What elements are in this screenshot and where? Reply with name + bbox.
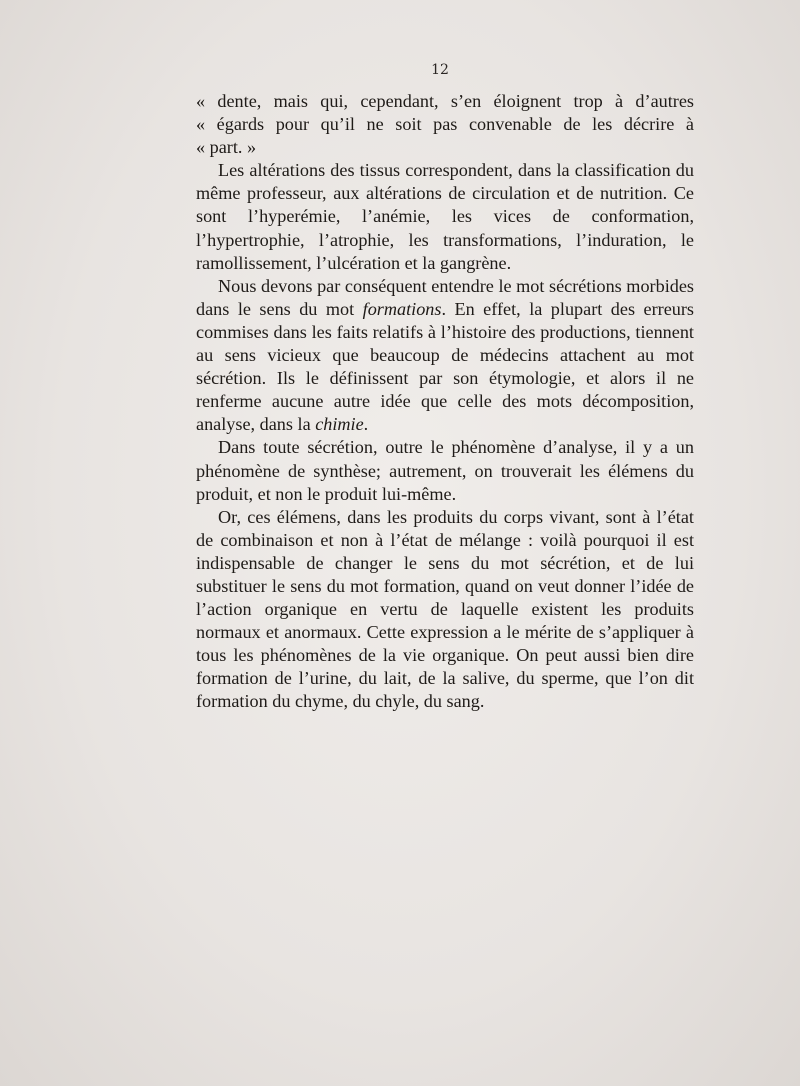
paragraph-2-part-3: . [363, 414, 369, 435]
paragraph-2-part-1: Nous devons par conséquent entendre le mot sécrétions morbides dans le sens du mot [196, 275, 694, 319]
paragraph-synthesis: Dans toute sécrétion, outre le phénomène d’analyse, il y a un phénomène de synthèse; autrement, on trouverait les élémens du produit, et non le produit lui-même. [196, 437, 694, 504]
italic-chimie: chimie [315, 414, 364, 435]
quote-line-3: « part. » [196, 137, 257, 158]
body-text [196, 90, 694, 714]
paragraph-morbid-secretions [196, 275, 694, 437]
paragraph-tissue-alterations: Les altérations des tissus correspondent, dans la classification du même professeur, aux altérations de circulation et de nutrition. Ce sont l’hyperémie, l’anémie, les vices de conformation, l’hypertrophie, l’atrophie, les transformations, l’induration, le ramollissement, l’ulcération et la gangrène. [196, 160, 694, 273]
quote-line-2: « égards pour qu’il ne soit pas convenable de les décrire à [196, 114, 694, 135]
paragraph-2-part-2: . En effet, la plupart des erreurs commises dans les faits relatifs à l’histoire des productions, tiennent au sens vicieux que beaucoup de médecins attachent au mot sécrétion. Ils le définissent par son étymologie, et alors il ne renferme aucune autre idée que celle des mots décomposition, analyse, dans la [196, 298, 694, 435]
page-number: 12 [431, 62, 449, 78]
paragraph-formation: Or, ces élémens, dans les produits du corps vivant, sont à l’état de combinaison et non à l’état de mélange : voilà pourquoi il est indispensable de changer le sens du mot sécrétion, et de lui substituer le sens du mot formation, quand on veut donner l’idée de l’action organique en vertu de laquelle existent les produits normaux et anormaux. Cette expression a le mérite de s’appliquer à tous les phénomènes de la vie organique. On peut aussi bien dire formation de l’urine, du lait, de la salive, du sperme, que l’on dit formation du chyme, du chyle, du sang. [196, 506, 694, 712]
italic-formations: formations [362, 298, 442, 319]
quote-block [196, 90, 694, 159]
quote-line-1: « dente, mais qui, cependant, s’en éloignent trop à d’autres [196, 91, 694, 111]
